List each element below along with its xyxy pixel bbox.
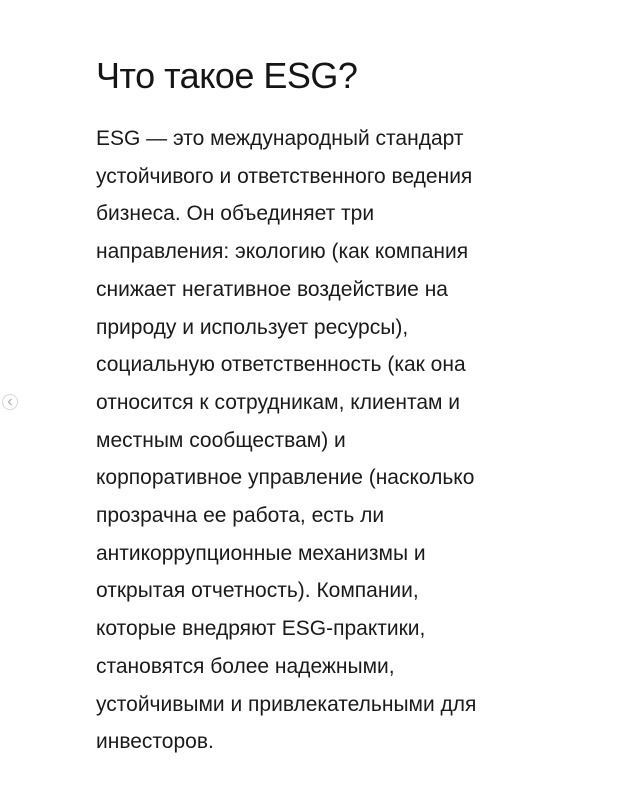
- body-line: социальную ответственность (как она: [96, 353, 466, 377]
- previous-slide-button[interactable]: [2, 394, 18, 410]
- body-line: инвесторов.: [96, 730, 214, 754]
- body-line: ESG — это международный стандарт: [96, 127, 464, 150]
- body-line: устойчивого и ответственного ведения: [96, 164, 473, 188]
- body-line: относится к сотрудникам, клиентам и: [96, 390, 461, 414]
- chevron-left-icon: [6, 398, 14, 406]
- post-body: [96, 120, 566, 761]
- body-line: открытая отчетность). Компании,: [96, 579, 419, 603]
- body-line: корпоративное управление (насколько: [96, 466, 475, 490]
- post-content: [96, 52, 566, 761]
- body-line: направления: экологию (как компания: [96, 240, 469, 264]
- body-line: становятся более надежными,: [96, 654, 395, 678]
- body-line: снижает негативное воздействие на: [96, 277, 448, 301]
- body-line: местным сообществам) и: [96, 428, 346, 452]
- body-line: бизнеса. Он объединяет три: [96, 202, 375, 226]
- body-line: природу и использует ресурсы),: [96, 315, 409, 339]
- body-line: прозрачна ее работа, есть ли: [96, 504, 385, 528]
- body-line: устойчивыми и привлекательными для: [96, 692, 477, 716]
- body-line: антикоррупционные механизмы и: [96, 541, 426, 565]
- body-line: которые внедряют ESG-практики,: [96, 617, 426, 641]
- post-title: Что такое ESG?: [96, 55, 358, 96]
